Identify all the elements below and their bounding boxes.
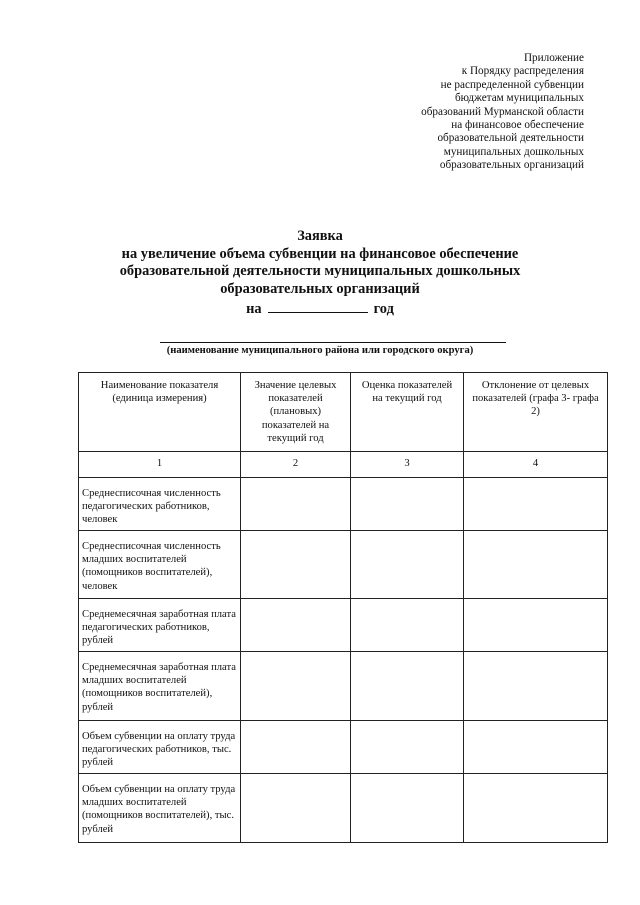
column-number-row	[79, 452, 608, 478]
year-suffix: год	[373, 301, 394, 318]
municipality-blank[interactable]	[160, 342, 506, 343]
indicator-label: Среднесписочная численность младших воспитателей (помощников воспитателей), человек	[79, 531, 241, 599]
estimate-cell[interactable]	[351, 531, 464, 599]
indicator-label: Объем субвенции на оплату труда педагогических работников, тыс. рублей	[79, 721, 241, 774]
target-value-cell[interactable]	[241, 652, 351, 721]
target-value-cell[interactable]	[241, 721, 351, 774]
appendix-note	[324, 52, 584, 173]
deviation-cell[interactable]	[464, 721, 608, 774]
indicators-table	[78, 372, 608, 843]
year-row	[0, 298, 640, 319]
column-number: 1	[79, 452, 241, 478]
header-cell: Значение целевых показателей (плановых) показателей на текущий год	[241, 373, 351, 452]
target-value-cell[interactable]	[241, 599, 351, 652]
table-row	[79, 721, 608, 774]
title-line: образовательной деятельности муниципальных дошкольных	[119, 263, 521, 280]
title-line: образовательных организаций	[220, 280, 420, 297]
deviation-cell[interactable]	[464, 599, 608, 652]
appendix-line: на финансовое обеспечение	[451, 119, 584, 132]
appendix-line: бюджетам муниципальных	[454, 92, 584, 105]
column-number: 3	[351, 452, 464, 478]
column-number: 2	[241, 452, 351, 478]
table-header-row	[79, 373, 608, 452]
appendix-line: не распределенной субвенции	[440, 78, 584, 91]
estimate-cell[interactable]	[351, 478, 464, 531]
appendix-line: образовательных организаций	[439, 159, 584, 172]
table-row	[79, 531, 608, 599]
header-cell: Наименование показателя (единица измерения)	[79, 373, 241, 452]
target-value-cell[interactable]	[241, 531, 351, 599]
header-cell: Отклонение от целевых показателей (графа 3- графа 2)	[464, 373, 608, 452]
target-value-cell[interactable]	[241, 478, 351, 531]
column-number: 4	[464, 452, 608, 478]
deviation-cell[interactable]	[464, 531, 608, 599]
appendix-line: образований Мурманской области	[421, 105, 584, 118]
appendix-line: образовательной деятельности	[437, 132, 584, 145]
year-prefix: на	[246, 301, 262, 318]
appendix-line: Приложение	[523, 52, 584, 64]
year-blank[interactable]	[268, 298, 368, 313]
indicator-label: Среднесписочная численность педагогических работников, человек	[79, 478, 241, 531]
estimate-cell[interactable]	[351, 721, 464, 774]
deviation-cell[interactable]	[464, 478, 608, 531]
table-row	[79, 478, 608, 531]
indicator-label: Среднемесячная заработная плата младших воспитателей (помощников воспитателей), рублей	[79, 652, 241, 721]
table-row	[79, 599, 608, 652]
deviation-cell[interactable]	[464, 652, 608, 721]
document-title	[0, 228, 640, 319]
appendix-line: к Порядку распределения	[461, 65, 584, 78]
header-cell: Оценка показателей на текущий год	[351, 373, 464, 452]
title-heading: Заявка	[297, 228, 343, 244]
estimate-cell[interactable]	[351, 652, 464, 721]
estimate-cell[interactable]	[351, 774, 464, 843]
appendix-line: муниципальных дошкольных	[443, 145, 584, 158]
indicator-label: Среднемесячная заработная плата педагогических работников, рублей	[79, 599, 241, 652]
indicator-label: Объем субвенции на оплату труда младших воспитателей (помощников воспитателей), тыс. рублей	[79, 774, 241, 843]
municipality-caption: (наименование муниципального района или городского округа)	[166, 345, 474, 356]
estimate-cell[interactable]	[351, 599, 464, 652]
title-line: на увеличение объема субвенции на финансовое обеспечение	[121, 245, 519, 262]
table-row	[79, 774, 608, 843]
target-value-cell[interactable]	[241, 774, 351, 843]
deviation-cell[interactable]	[464, 774, 608, 843]
table-row	[79, 652, 608, 721]
